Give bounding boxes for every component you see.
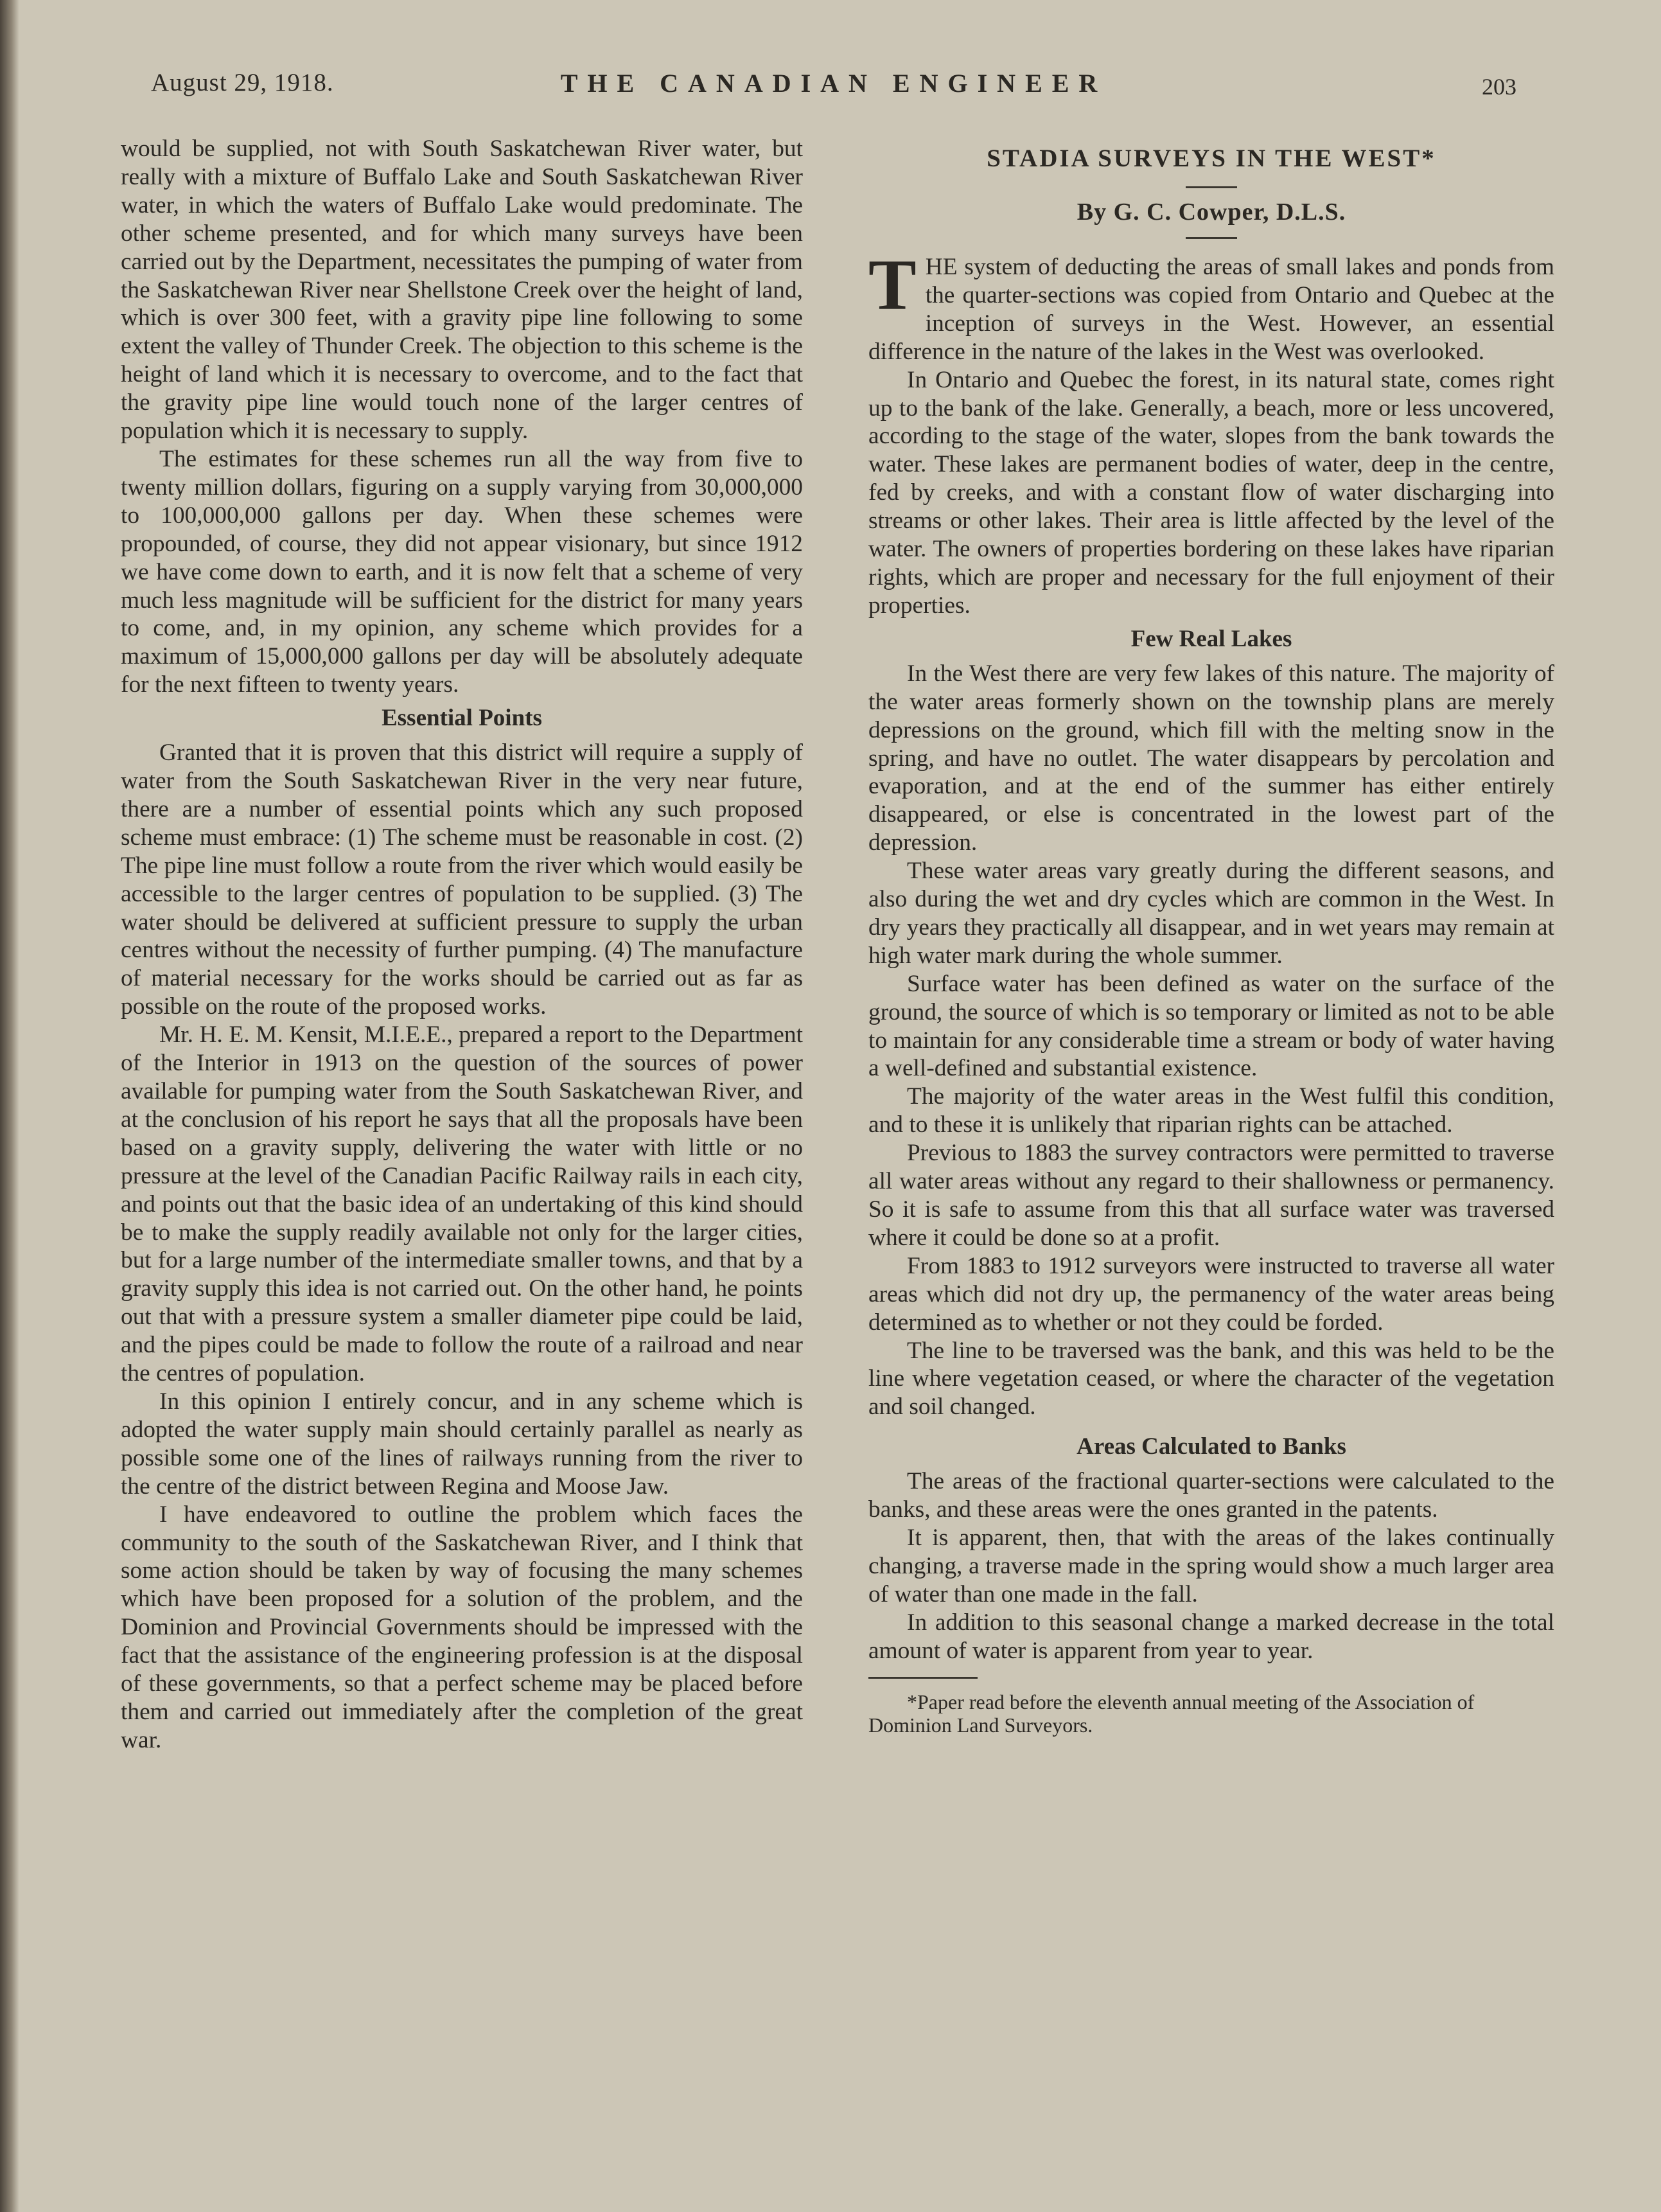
paragraph: These water areas vary greatly during the different seasons, and also during the wet and dry cycles which are common in the West. In dry years they practically all disappear, and in wet years may remain at high water mark during the whole summer.	[868, 858, 1554, 969]
footnote-rule	[868, 1677, 978, 1679]
section-heading: Few Real Lakes	[1130, 625, 1292, 652]
section-heading: Areas Calculated to Banks	[1077, 1433, 1346, 1460]
paragraph: The areas of the fractional quarter-sections were calculated to the banks, and these areas were the ones granted in the patents.	[868, 1468, 1554, 1523]
paragraph: Previous to 1883 the survey contractors were permitted to traverse all water areas without any regard to their shallowness or permanency. So it is safe to assume from this that all surface water was traversed where it could be done so at a profit.	[868, 1140, 1554, 1251]
paragraph: The line to be traversed was the bank, and this was held to be the line where vegetation ceased, or where the character of the vegetation and soil changed.	[868, 1337, 1554, 1420]
drop-cap: T	[868, 245, 917, 325]
paragraph: In Ontario and Quebec the forest, in its natural state, comes right up to the bank of the lake. Generally, a beach, more or less uncovered, according to the stage of the water, slopes from the bank towards the water. These lakes are permanent bodies of water, deep in the centre, fed by creeks, and with a constant flow of water discharging into streams or other lakes. Their area is little affected by the level of the water. The owners of properties bordering on these lakes have riparian rights, which are proper and necessary for the full enjoyment of their properties.	[868, 366, 1554, 619]
page-number: 203	[1482, 74, 1516, 100]
paragraph: Granted that it is proven that this district will require a supply of water from the South Saskatchewan River in the very near future, there are a number of essential points which any such proposed scheme must embrace: (1) The scheme must be reasonable in cost. (2) The pipe line must follow a route from the river which would easily be accessible to the larger centres of population to be supplied. (3) The water should be delivered at sufficient pressure to supply the urban centres without the necessity of further pumping. (4) The manufacture of material necessary for the works should be carried out as far as possible on the route of the proposed works.	[121, 739, 803, 1020]
lead-paragraph-block	[868, 245, 1554, 366]
paragraph: The estimates for these schemes run all the way from five to twenty million dollars, figuring on a supply varying from 30,000,000 to 100,000,000 gallons per day. When these schemes were propounded, of course, they did not appear visionary, but since 1912 we have come down to earth, and it is now felt that a scheme of very much less magnitude will be sufficient for the district for many years to come, and, in my opinion, any scheme which provides for a maximum of 15,000,000 gallons per day will be absolutely adequate for the next fifteen to twenty years.	[121, 445, 803, 698]
right-column	[868, 135, 1554, 1737]
paragraph: Mr. H. E. M. Kensit, M.I.E.E., prepared a report to the Department of the Interior in 1913 on the question of the sources of power available for pumping water from the South Saskatchewan River, and at the conclusion of his report he says that all the proposals have been based on a gravity supply, delivering the water with little or no pressure at the level of the Canadian Pacific Railway rails in each city, and points out that the basic idea of an undertaking of this kind should be to make the supply readily available not only for the larger cities, but for a large number of the intermediate smaller towns, and that by a gravity supply this idea is not carried out. On the other hand, he points out that with a pressure system a smaller diameter pipe could be laid, and the pipes could be made to follow the route of a railroad and near the centres of population.	[121, 1022, 803, 1387]
issue-date: August 29, 1918.	[151, 69, 334, 96]
paragraph: In addition to this seasonal change a marked decrease in the total amount of water is apparent from year to year.	[868, 1609, 1554, 1664]
journal-title: THE CANADIAN ENGINEER	[560, 69, 1107, 98]
footnote: *Paper read before the eleventh annual meeting of the Association of Dominion Land Surveyors.	[868, 1690, 1475, 1737]
paragraph: From 1883 to 1912 surveyors were instructed to traverse all water areas which did not dry up, the permanency of the water areas being determined as to whether or not they could be forded.	[868, 1252, 1554, 1336]
article-title: STADIA SURVEYS IN THE WEST*	[987, 145, 1436, 172]
page-binding-shadow	[0, 0, 19, 2212]
paragraph: In this opinion I entirely concur, and in any scheme which is adopted the water supply main should certainly parallel as nearly as possible some one of the lines of railways running from the river to the centre of the district between Regina and Moose Jaw.	[121, 1388, 803, 1500]
left-column	[121, 135, 803, 1755]
title-rule	[1186, 186, 1237, 188]
paragraph: Surface water has been defined as water on the surface of the ground, the source of which is so temporary or limited as not to be able to maintain for any considerable time a stream or body of water having a well-defined and substantial existence.	[868, 970, 1554, 1082]
paragraph: In the West there are very few lakes of this nature. The majority of the water areas formerly shown on the township plans are merely depressions on the ground, which fill with the melting snow in the spring, and have no outlet. The water disappears by percolation and evaporation, and at the end of the summer has either entirely disappeared, or else is concentrated in the lowest part of the depression.	[868, 660, 1554, 856]
page-header	[151, 64, 1516, 109]
paragraph: I have endeavored to outline the problem which faces the community to the south of the Saskatchewan River, and I think that some action should be taken by way of focusing the many schemes which have been proposed for a solution of the problem, and the Dominion and Provincial Governments should be impressed with the fact that the assistance of the engineering profession is at the disposal of these governments, so that a perfect scheme may be placed before them and carried out immediately after the completion of the great war.	[121, 1501, 803, 1753]
paragraph: HE system of deducting the areas of small lakes and ponds from the quarter-sections was copied from Ontario and Quebec at the inception of surveys in the West. However, an essential difference in the nature of the lakes in the West was overlooked.	[868, 254, 1554, 365]
paragraph: The majority of the water areas in the West fulfil this condition, and to these it is unlikely that riparian rights can be attached.	[868, 1083, 1554, 1138]
paragraph: would be supplied, not with South Saskatchewan River water, but really with a mixture of Buffalo Lake and South Saskatchewan River water, in which the waters of Buffalo Lake would predominate. The other scheme presented, and for which many surveys have been carried out by the Department, necessitates the pumping of water from the Saskatchewan River near Shellstone Creek over the height of land, which is over 300 feet, with a gravity pipe line following to some extent the valley of Thunder Creek. The objection to this scheme is the height of land which it is necessary to overcome, and to the fact that the gravity pipe line would touch none of the larger centres of population which it is necessary to supply.	[121, 136, 803, 445]
section-heading: Essential Points	[382, 705, 542, 732]
byline-rule	[1186, 237, 1237, 239]
byline: By G. C. Cowper, D.L.S.	[1077, 199, 1346, 226]
paragraph: It is apparent, then, that with the areas of the lakes continually changing, a traverse made in the spring would show a much larger area of water than one made in the fall.	[868, 1525, 1554, 1607]
